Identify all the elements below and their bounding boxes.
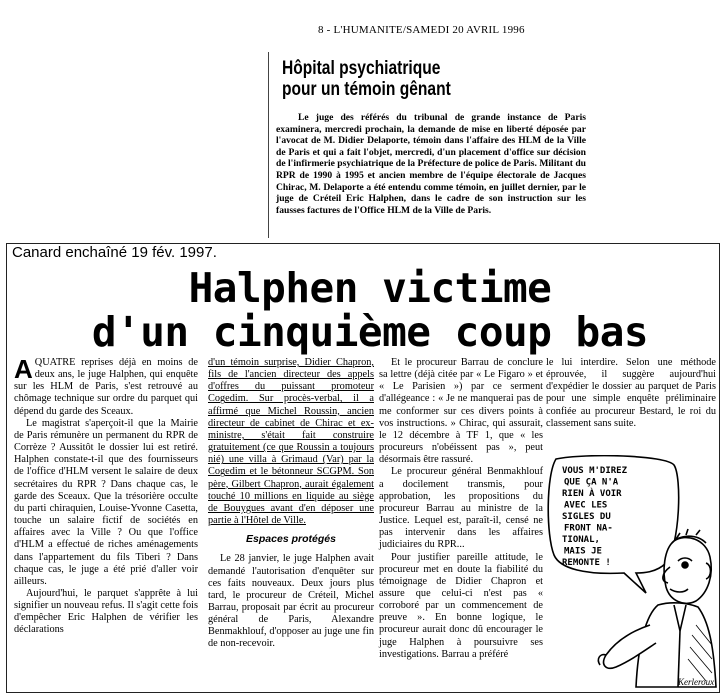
cartoonist-signature: Kerleroux	[678, 677, 715, 687]
article-column-4	[546, 357, 716, 430]
balloon-text-line: REMONTE !	[562, 558, 611, 568]
balloon-text-line: AVEC LES	[564, 500, 608, 511]
page-header: 8 - L'HUMANITE/SAMEDI 20 AVRIL 1996	[318, 24, 525, 36]
article-column-3	[379, 357, 543, 661]
col1-paragraph-3: Aujourd'hui, le parquet s'apprête à lui signifier un nouveau refus. Il s'agit cette fois d'empêcher Eric Halphen de vérifier les déclarations	[14, 587, 198, 636]
col4-paragraph-1: le lui interdire. Selon une méthode éprouvée, il suggère aujourd'hui d'expédier le dossier au parquet de Paris pour une simple enquête préliminaire confiée au procureur Bestard, le roi du classement sans suite.	[546, 357, 716, 429]
col2-paragraph-1: d'un témoin surprise, Didier Chapron, fils de l'ancien directeur des appels d'offres du puissant promoteur Cogedim. Sur procès-verbal, il a affirmé que Michel Roussin, ancien directeur de cabinet de Chirac et ex-ministre, s'était fait construire gratuitement (ce que Roussin a toujours nié) une villa à Grimaud (Var) par la Cogedim et le bétonneur SCGPM. Son père, Gilbert Chapron, aurait également touché 10 millions en liquide au siège de Bouygues avant d'en déposer une partie à l'Hôtel de Ville.	[208, 357, 374, 527]
col1-paragraph-1: QUATRE reprises déjà en moins de deux ans, le juge Halphen, qui enquête sur les HLM de Paris, s'est retrouvé au chômage technique sur ordre du parquet qui dépend du garde des Sceaux.	[14, 357, 198, 417]
col3-paragraph-2: Le procureur général Benmakhlouf a docilement transmis, pour approbation, les propositions du procureur Barrau au ministre de la Justice. Lequel est, paraît-il, censé ne pas intervenir dans les affaires judiciaires du RPR...	[379, 466, 543, 551]
top-article-body: Le juge des référés du tribunal de grande instance de Paris examinera, mercredi prochain, la demande de mise en liberté déposée par l'avocat de M. Didier Delaporte, témoin dans l'affaire des HLM de la Ville de Paris et qui a fait l'objet, mercredi, d'un placement d'office sur décision de l'infirmerie psychiatrique de la Préfecture de police de Paris. Militant du RPR de 1990 à 1995 et ancien membre de l'équipe électorale de Jacques Chirac, M. Delaporte a été entendu comme témoin, en juillet dernier, par le juge de Créteil Eric Halphen, dans le cadre de son instruction sur les fausses factures de l'Office HLM de la Ville de Paris.	[276, 112, 586, 216]
balloon-text-line: SIGLES DU	[562, 512, 611, 522]
source-label: Canard enchaîné 19 fév. 1997.	[12, 244, 221, 261]
main-headline	[60, 266, 680, 354]
col1-paragraph-2: Le magistrat s'aperçoit-il que la Mairie de Paris rémunère un permanent du RPR de Corrèze ? Aussitôt le dossier lui est retiré. Halphen constate-t-il que des fournisseurs de l'office d'HLM versent le salaire de deux secrétaires du RPR ? Dans chaque cas, le garde des Sceaux. Que la trésorière occulte du parti chiraquien, Louise-Yvonne Casetta, touche un salaire fictif de sociétés en affaires avec la Ville ? Ou que l'office d'HLM a effectué de riches aménagements dans l'appartement du fils Tiberi ? Dans chaque cas, le juge a été prié d'aller voir ailleurs.	[14, 417, 198, 587]
balloon-text-line: TIONAL,	[562, 535, 600, 545]
cartoon-illustration	[546, 455, 718, 691]
balloon-text-line: RIEN À VOIR	[562, 489, 622, 499]
top-title-line-2: pour un témoin gênant	[282, 79, 451, 100]
top-article-title	[282, 58, 479, 100]
col3-paragraph-3: Pour justifier pareille attitude, le procureur met en doute la fiabilité du témoignage de Didier Chapron et assure que celui-ci n'est pas « corroboré par un commencement de preuve ». En bonne logique, le procureur aurait donc dû encourager le juge Halphen à poursuivre ses investigations. Barrau a préféré	[379, 551, 543, 660]
drop-cap: A	[14, 354, 33, 384]
article-column-1	[14, 354, 198, 637]
article-column-2	[208, 357, 374, 651]
balloon-text-line: VOUS M'DIREZ	[562, 466, 628, 476]
col3-paragraph-1: Et le procureur Barrau de conclure sa lettre (déjà citée par « Le Figaro » et « Le Parisien ») par ce serment d'allégeance : « Je ne manquerai pas de me conformer sur ces divers points à vos instructions. » Chirac, qui assurait, le 12 décembre à TF 1, que « les procureurs n'obéissent pas », peut désormais être rassuré.	[379, 357, 543, 466]
headline-line-1: Halphen victime	[188, 264, 552, 312]
balloon-text-line: QUE ÇA N'A	[564, 477, 619, 488]
balloon-text-line: MAIS JE	[564, 546, 602, 557]
balloon-text-line: FRONT NA-	[564, 523, 613, 534]
top-title-line-1: Hôpital psychiatrique	[282, 58, 441, 79]
headline-line-2: d'un cinquième coup bas	[91, 308, 649, 356]
col2-paragraph-2: Le 28 janvier, le juge Halphen avait demandé l'autorisation d'enquêter sur ces faits nouveaux. Deux jours plus tard, le procureur de Créteil, Michel Barrau, proposait par écrit au procureur général de Paris, Alexandre Benmakhlouf, d'opposer au juge une fin de non-recevoir.	[208, 553, 374, 650]
subheading: Espaces protégés	[246, 533, 336, 546]
